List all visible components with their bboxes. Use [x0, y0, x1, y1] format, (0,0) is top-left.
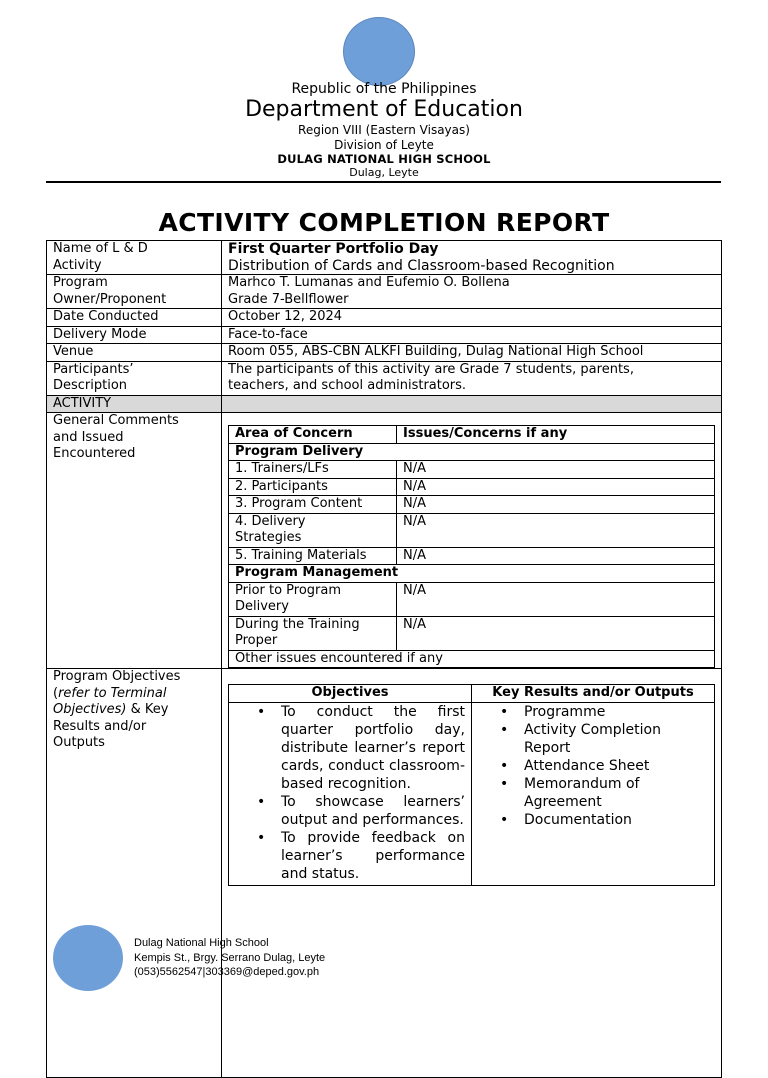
issues-row: [229, 461, 715, 479]
label-activity-name: [47, 241, 222, 275]
issue-value: N/A: [397, 582, 715, 616]
label-line: Activity: [53, 257, 102, 273]
issue-value: N/A: [397, 513, 715, 547]
issues-col-issues: Issues/Concerns if any: [397, 426, 715, 444]
issue-area-line: Delivery: [235, 599, 289, 614]
letterhead-division: Division of Leyte: [334, 138, 434, 152]
value-general-comments: [222, 413, 722, 669]
objective-item: [235, 793, 465, 829]
issue-value: N/A: [397, 478, 715, 496]
row-date: [47, 309, 722, 327]
result-item: [478, 811, 708, 829]
issues-table: [228, 425, 715, 668]
letterhead-department: Department of Education: [245, 97, 523, 122]
issues-row: [229, 616, 715, 650]
label-line: Results and/or: [53, 718, 147, 734]
issue-area-line: Prior to Program: [235, 582, 342, 598]
issue-area: [229, 547, 397, 565]
bullet-icon: •: [500, 703, 509, 720]
objectives-col-objectives: Objectives: [229, 685, 472, 703]
objective-item-text: To showcase learners’ output and performances.: [281, 793, 465, 828]
school-logo-icon: [53, 925, 123, 991]
result-item-text: Attendance Sheet: [524, 757, 650, 774]
result-item-text: Activity Completion Report: [524, 721, 661, 756]
letterhead-republic: Republic of the Philippines: [291, 81, 477, 97]
value-participants: [222, 361, 722, 395]
owner-names: Marhco T. Lumanas and Eufemio O. Bollena: [228, 275, 510, 290]
issues-row: [229, 513, 715, 547]
row-activity-name: [47, 241, 722, 275]
result-item-text: Programme: [524, 703, 606, 720]
objective-item: [235, 829, 465, 883]
bullet-icon: •: [257, 703, 266, 720]
label-line: [53, 702, 215, 719]
bullet-icon: •: [500, 811, 509, 828]
bullet-icon: •: [500, 775, 509, 792]
issues-section-row: [229, 443, 715, 461]
result-item: [478, 721, 708, 757]
label-line: Participants’: [53, 361, 134, 377]
label-line: Name of L & D: [53, 241, 148, 256]
result-item-text: Documentation: [524, 811, 632, 828]
label-date: Date Conducted: [47, 309, 222, 327]
issues-row: [229, 582, 715, 616]
objective-item-text: To provide feedback on learner’s performance and status.: [281, 829, 465, 882]
issue-area: [229, 582, 397, 616]
issue-area: [229, 461, 397, 479]
issues-other-row: [229, 650, 715, 668]
value-venue: Room 055, ABS-CBN ALKFI Building, Dulag National High School: [222, 344, 722, 362]
objectives-body-row: [229, 702, 715, 885]
participants-line: teachers, and school administrators.: [228, 378, 467, 393]
issues-section-row: [229, 565, 715, 583]
label-line: Program: [53, 275, 108, 290]
label-line: General Comments: [53, 413, 179, 428]
label-part: (: [53, 685, 59, 701]
label-delivery-mode: Delivery Mode: [47, 326, 222, 344]
row-owner: [47, 275, 722, 309]
issue-area-line: 4. Delivery: [235, 513, 306, 529]
bullet-icon: •: [257, 793, 266, 810]
objectives-list: [235, 703, 465, 883]
label-part: & Key: [126, 702, 169, 717]
issues-row: [229, 478, 715, 496]
issue-value: N/A: [397, 461, 715, 479]
issue-area: [229, 616, 397, 650]
issues-header-row: [229, 426, 715, 444]
issue-area: [229, 496, 397, 514]
value-delivery-mode: Face-to-face: [222, 326, 722, 344]
issue-value: N/A: [397, 547, 715, 565]
issue-value: N/A: [397, 496, 715, 514]
label-participants: [47, 361, 222, 395]
value-activity-name: [222, 241, 722, 275]
letterhead-school: DULAG NATIONAL HIGH SCHOOL: [277, 152, 491, 166]
objectives-table: [228, 684, 715, 886]
row-general-comments: [47, 413, 722, 669]
issue-value: N/A: [397, 616, 715, 650]
label-line: and Issued: [53, 429, 124, 445]
bullet-icon: •: [257, 829, 266, 846]
bullet-icon: •: [500, 721, 509, 738]
row-activity-section: [47, 395, 722, 413]
row-delivery-mode: [47, 326, 722, 344]
management-rows: [229, 582, 715, 650]
issue-area-line: 5. Training Materials: [235, 547, 367, 563]
report-title: ACTIVITY COMPLETION REPORT: [158, 208, 610, 237]
row-participants: [47, 361, 722, 395]
other-issues: Other issues encountered if any: [229, 650, 715, 668]
footer-address: Kempis St., Brgy. Serrano Dulag, Leyte: [134, 952, 326, 964]
owner-section: Grade 7-Bellflower: [228, 291, 349, 307]
activity-name: First Quarter Portfolio Day: [228, 241, 439, 257]
management-heading: Program Management: [229, 565, 715, 583]
value-owner: [222, 275, 722, 309]
section-activity-label: ACTIVITY: [47, 395, 222, 413]
row-objectives: [47, 669, 722, 1078]
value-objectives: [222, 669, 722, 1078]
objectives-header-row: [229, 685, 715, 703]
issue-area-line: 2. Participants: [235, 478, 328, 494]
delivery-heading: Program Delivery: [229, 443, 715, 461]
result-item-text: Memorandum of Agreement: [524, 775, 640, 810]
label-line: Description: [53, 378, 128, 393]
results-list: [478, 703, 708, 829]
objective-item: [235, 703, 465, 793]
issues-row: [229, 547, 715, 565]
label-venue: Venue: [47, 344, 222, 362]
result-item: [478, 757, 708, 775]
objective-item-text: To conduct the first quarter portfolio day, distribute learner’s report cards, conduct classroom-based recognition.: [281, 703, 465, 792]
objectives-col-results: Key Results and/or Outputs: [472, 685, 715, 703]
label-objectives: [47, 669, 222, 1078]
issue-area-line: 1. Trainers/LFs: [235, 461, 329, 476]
section-activity-fill: [222, 395, 722, 413]
delivery-rows: [229, 461, 715, 565]
footer-school: Dulag National High School: [134, 937, 269, 949]
bullet-icon: •: [500, 757, 509, 774]
issues-col-area: Area of Concern: [229, 426, 397, 444]
label-line: Program Objectives: [53, 669, 181, 684]
label-line: Encountered: [53, 446, 136, 461]
activity-subtitle: Distribution of Cards and Classroom-based Recognition: [228, 257, 615, 274]
result-item: [478, 703, 708, 721]
issue-area-line: During the Training: [235, 616, 360, 632]
label-general-comments: [47, 413, 222, 669]
label-part-italic: Objectives): [53, 702, 127, 717]
result-item: [478, 775, 708, 811]
issues-row: [229, 496, 715, 514]
letterhead-region: Region VIII (Eastern Visayas): [298, 123, 470, 137]
letterhead-location: Dulag, Leyte: [349, 166, 419, 179]
results-list-cell: [472, 702, 715, 885]
footer-contact: (053)5562547|303369@deped.gov.ph: [134, 966, 320, 978]
objectives-list-cell: [229, 702, 472, 885]
row-venue: [47, 344, 722, 362]
label-owner: [47, 275, 222, 309]
label-line: [53, 686, 215, 703]
label-line: Outputs: [53, 735, 105, 750]
deped-seal-icon: [343, 17, 415, 86]
issue-area-line: Proper: [235, 633, 278, 648]
label-part-italic: refer to Terminal: [58, 685, 167, 701]
issue-area-line: Strategies: [235, 530, 302, 545]
value-date: October 12, 2024: [222, 309, 722, 327]
label-line: Owner/Proponent: [53, 291, 167, 307]
issue-area: [229, 513, 397, 547]
header-divider: [46, 181, 721, 183]
participants-line: The participants of this activity are Grade 7 students, parents,: [228, 361, 634, 377]
issue-area: [229, 478, 397, 496]
issue-area-line: 3. Program Content: [235, 496, 363, 511]
